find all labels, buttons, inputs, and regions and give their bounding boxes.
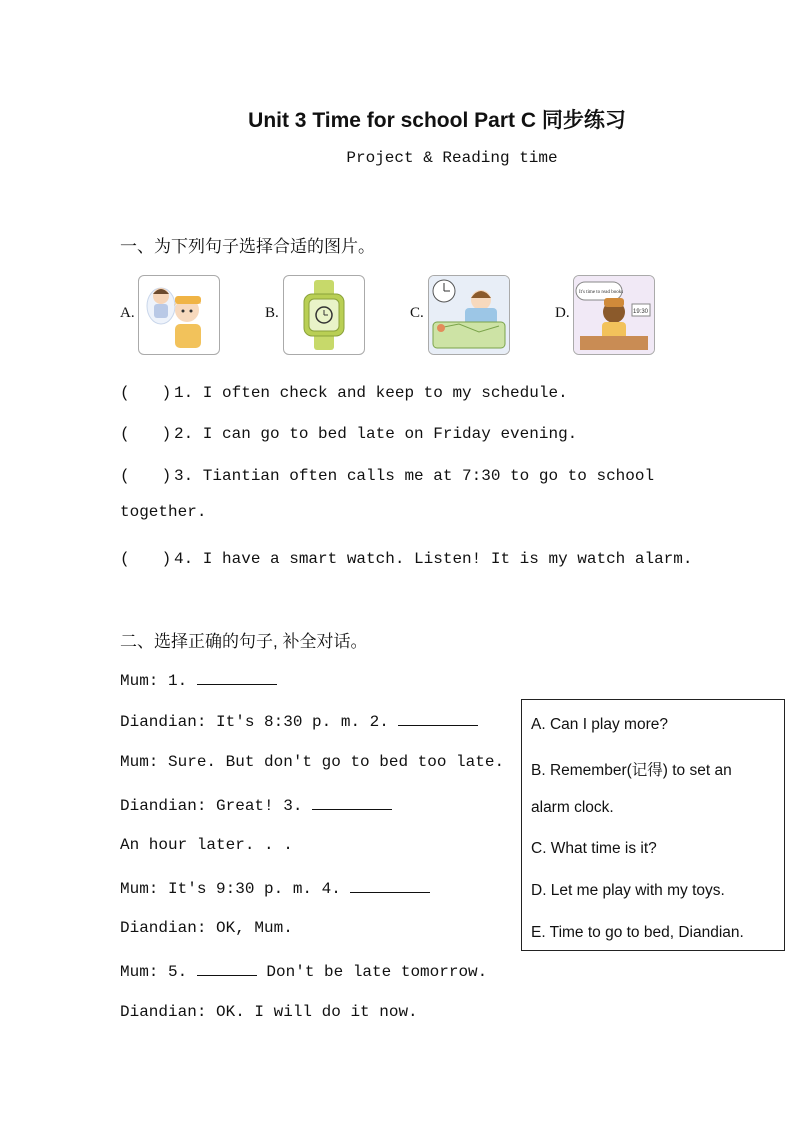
section-2-heading: 二、选择正确的句子, 补全对话。 [120, 632, 368, 651]
picture-b [283, 275, 365, 355]
option-c: C. What time is it? [531, 840, 657, 857]
picture-d-caption: It's time to read books [579, 290, 624, 295]
option-d: D. Let me play with my toys. [531, 882, 725, 899]
question-3: ( ) 3. Tiantian often calls me at 7:30 to go to school [120, 467, 655, 485]
question-3-continued: together. [120, 503, 207, 521]
dialog-line: Diandian: OK. I will do it now. [120, 1003, 418, 1021]
options-box [521, 699, 785, 951]
picture-label-b: B. [265, 305, 279, 321]
picture-c [428, 275, 510, 355]
smart-watch-icon [284, 276, 364, 354]
dialog-line: Mum: It's 9:30 p. m. 4. [120, 878, 430, 898]
question-4: ( ) 4. I have a smart watch. Listen! It is my watch alarm. [120, 550, 693, 568]
boy-in-bed-clock-icon [429, 276, 509, 354]
section-1-heading: 一、为下列句子选择合适的图片。 [120, 237, 375, 256]
dialog-line: Mum: Sure. But don't go to bed too late. [120, 753, 505, 771]
question-1: ( ) 1. I often check and keep to my schedule. [120, 384, 568, 402]
dialog-line: Diandian: OK, Mum. [120, 919, 293, 937]
dialog-line: An hour later. . . [120, 836, 293, 854]
answer-blank-5[interactable] [197, 961, 257, 976]
picture-d [573, 275, 655, 355]
dialog-line: Diandian: It's 8:30 p. m. 2. [120, 711, 478, 731]
answer-blank-4[interactable] [350, 878, 430, 893]
page-title: Unit 3 Time for school Part C 同步练习 [248, 109, 626, 132]
dialog-line: Mum: 1. [120, 670, 277, 690]
dialog-line: Diandian: Great! 3. [120, 795, 392, 815]
two-boys-thinking-icon [139, 276, 219, 354]
option-e: E. Time to go to bed, Diandian. [531, 924, 744, 941]
answer-blank-2[interactable] [398, 711, 478, 726]
option-a: A. Can I play more? [531, 716, 668, 733]
picture-d-clock: 19:30 [633, 309, 649, 315]
answer-blank-3[interactable] [312, 795, 392, 810]
boy-at-desk-icon [574, 276, 654, 354]
dialog-line: Mum: 5. Don't be late tomorrow. [120, 963, 488, 981]
answer-blank-1[interactable] [197, 670, 277, 685]
page-subtitle: Project & Reading time [346, 149, 558, 167]
question-2: ( ) 2. I can go to bed late on Friday evening. [120, 425, 578, 443]
picture-label-d: D. [555, 305, 570, 321]
picture-label-c: C. [410, 305, 424, 321]
option-b-continued: alarm clock. [531, 799, 614, 816]
picture-a [138, 275, 220, 355]
option-b: B. Remember(记得) to set an [531, 762, 732, 779]
picture-label-a: A. [120, 305, 135, 321]
